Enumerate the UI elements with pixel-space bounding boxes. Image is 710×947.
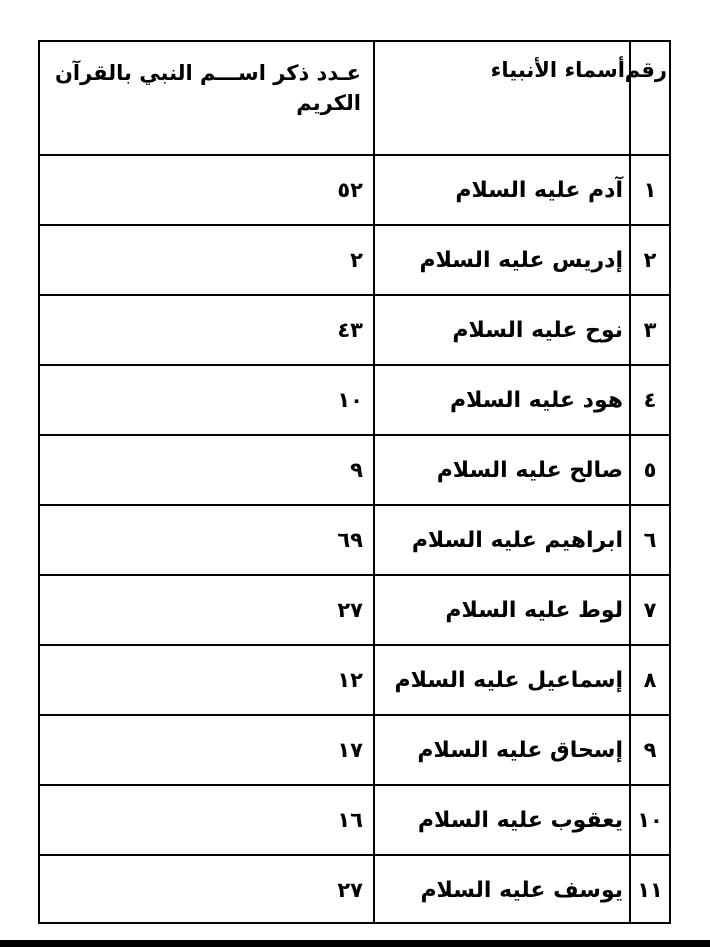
header-number: رقم <box>624 58 667 82</box>
row-name: آدم عليه السلام <box>455 177 623 203</box>
row-number-cell <box>629 646 669 714</box>
row-name: يوسف عليه السلام <box>420 877 623 903</box>
row-count: ٥٢ <box>337 178 363 202</box>
row-count: ٢٧ <box>337 878 363 902</box>
row-name-cell <box>373 856 629 924</box>
row-number-cell <box>629 156 669 224</box>
table-row <box>40 574 669 644</box>
prophets-table <box>38 40 671 924</box>
row-name-cell <box>373 296 629 364</box>
row-count: ٦٩ <box>337 528 363 552</box>
row-count: ١٦ <box>337 808 363 832</box>
row-number: ٦ <box>643 528 657 552</box>
table-row <box>40 644 669 714</box>
row-count-cell <box>40 646 373 714</box>
header-count: عـدد ذكر اســـم النبي بالقرآن الكريم <box>54 61 361 116</box>
header-name: أسماء الأنبياء <box>490 58 625 82</box>
row-count-cell <box>40 506 373 574</box>
row-number-cell <box>629 506 669 574</box>
table-row <box>40 294 669 364</box>
row-name: إدريس عليه السلام <box>419 247 623 273</box>
row-number: ٧ <box>643 598 657 622</box>
row-name: يعقوب عليه السلام <box>417 807 623 833</box>
header-number-cell <box>624 42 669 154</box>
row-name: ابراهيم عليه السلام <box>411 527 623 553</box>
row-number: ١١ <box>637 878 663 902</box>
row-name: إسماعيل عليه السلام <box>394 667 623 693</box>
row-count-cell <box>40 156 373 224</box>
row-number: ١ <box>643 178 657 202</box>
row-number-cell <box>629 366 669 434</box>
row-count: ٤٣ <box>337 318 363 342</box>
table-row <box>40 224 669 294</box>
row-number-cell <box>629 786 669 854</box>
row-name-cell <box>373 576 629 644</box>
row-name-cell <box>373 156 629 224</box>
row-number: ٣ <box>643 318 657 342</box>
header-count-cell <box>40 42 373 154</box>
row-number-cell <box>629 716 669 784</box>
row-count: ٩ <box>350 458 363 482</box>
row-count: ١٢ <box>337 668 363 692</box>
row-name: صالح عليه السلام <box>436 457 623 483</box>
row-name: نوح عليه السلام <box>452 317 623 343</box>
row-count: ٢ <box>350 248 363 272</box>
row-name-cell <box>373 716 629 784</box>
row-name-cell <box>373 786 629 854</box>
row-count-cell <box>40 716 373 784</box>
row-count: ١٧ <box>337 738 363 762</box>
row-name: هود عليه السلام <box>449 387 623 413</box>
row-name: إسحاق عليه السلام <box>417 737 623 763</box>
row-number-cell <box>629 226 669 294</box>
row-name-cell <box>373 366 629 434</box>
row-number: ٥ <box>643 458 657 482</box>
row-count: ١٠ <box>337 388 363 412</box>
table-header-row <box>40 42 669 154</box>
row-count: ٢٧ <box>337 598 363 622</box>
row-number: ٤ <box>643 388 657 412</box>
table-row <box>40 854 669 924</box>
table-row <box>40 714 669 784</box>
row-count-cell <box>40 366 373 434</box>
table-row <box>40 154 669 224</box>
bottom-divider <box>0 940 710 947</box>
table-row <box>40 364 669 434</box>
row-number-cell <box>629 436 669 504</box>
table-row <box>40 504 669 574</box>
header-name-cell <box>373 42 629 154</box>
row-count-cell <box>40 576 373 644</box>
row-name-cell <box>373 436 629 504</box>
row-name-cell <box>373 226 629 294</box>
row-count-cell <box>40 226 373 294</box>
table-row <box>40 784 669 854</box>
row-count-cell <box>40 436 373 504</box>
row-number: ٨ <box>643 668 657 692</box>
row-name-cell <box>373 646 629 714</box>
row-name: لوط عليه السلام <box>445 597 623 623</box>
row-number: ٢ <box>643 248 657 272</box>
row-name-cell <box>373 506 629 574</box>
row-count-cell <box>40 856 373 924</box>
row-number: ٩ <box>643 738 657 762</box>
table-row <box>40 434 669 504</box>
row-count-cell <box>40 296 373 364</box>
row-number-cell <box>629 296 669 364</box>
row-number-cell <box>629 856 669 924</box>
row-number-cell <box>629 576 669 644</box>
row-number: ١٠ <box>637 808 663 832</box>
row-count-cell <box>40 786 373 854</box>
